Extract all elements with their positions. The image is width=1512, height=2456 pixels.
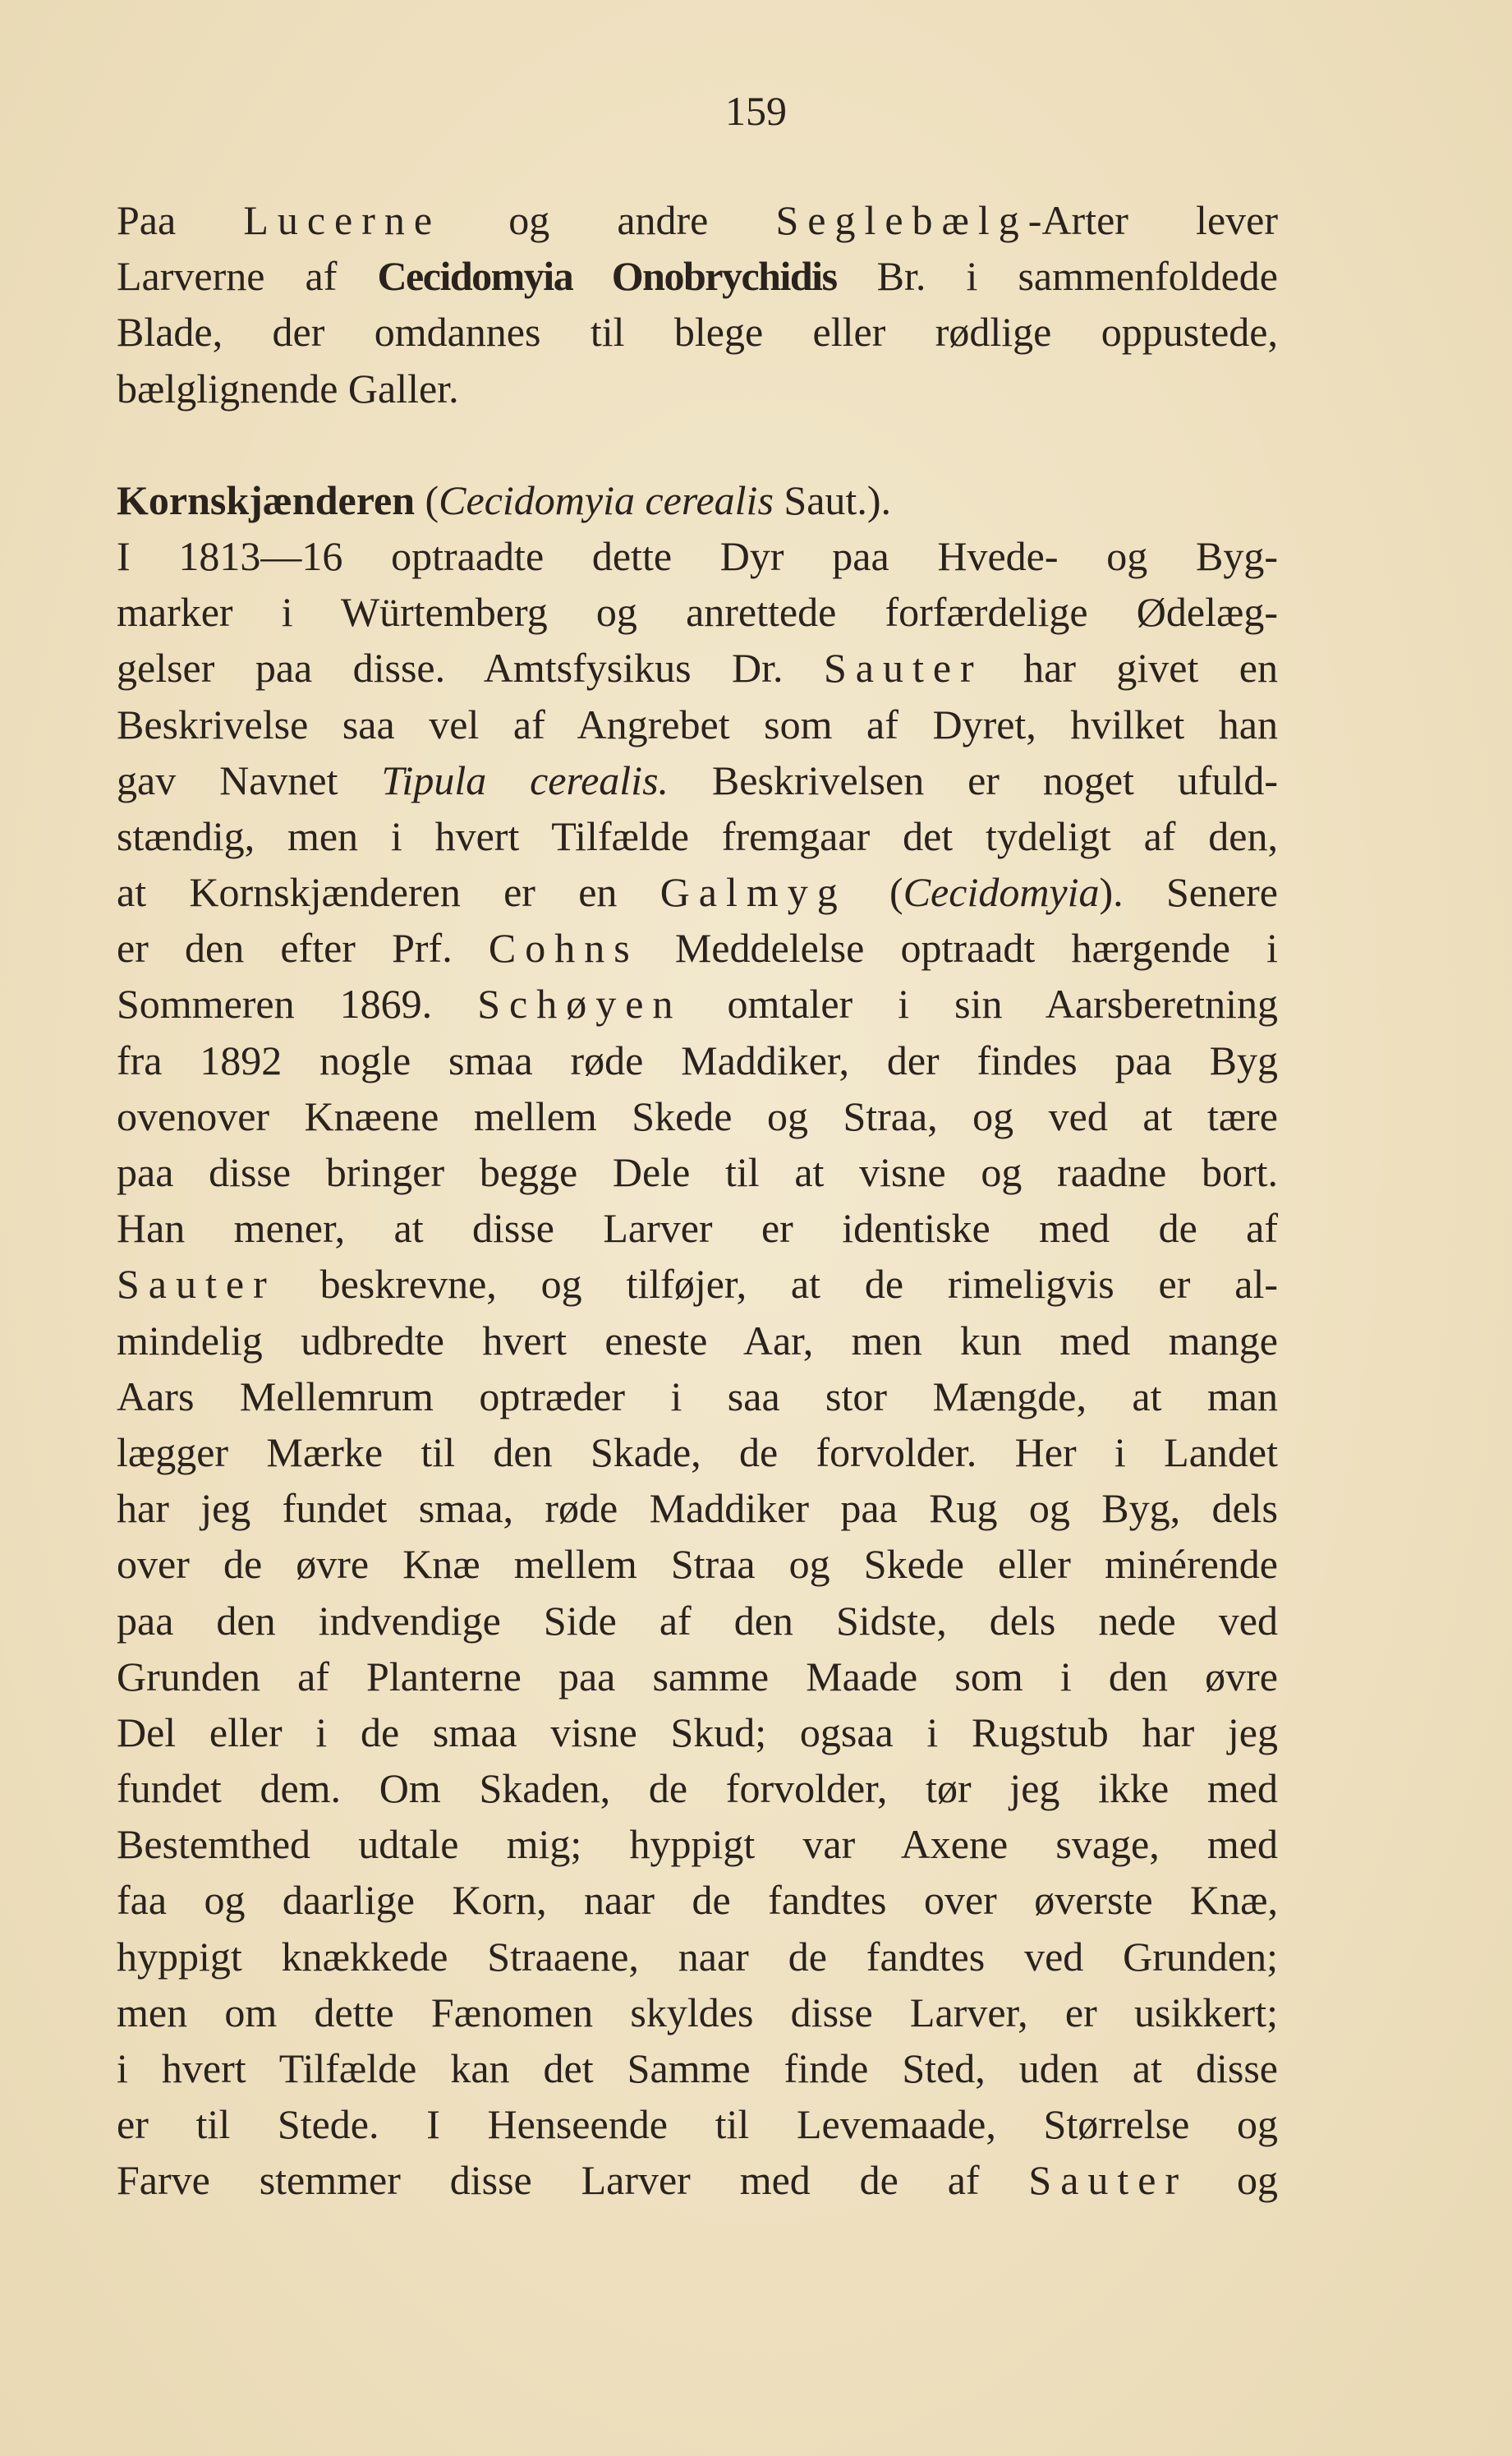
text-line: fra 1892 nogle smaa røde Maddiker, der findes paa Byg [117, 1037, 1278, 1083]
text-line: paa den indvendige Side af den Sidste, dels nede ved [117, 1597, 1278, 1644]
author-name: Sauter [1028, 2157, 1188, 2204]
text-line: men om dette Fænomen skyldes disse Larver, er usikkert; [117, 1989, 1278, 2035]
text-line: I 1813—16 optraadte dette Dyr paa Hvede- og Byg- [117, 532, 1278, 579]
text-line: Aars Mellemrum optræder i saa stor Mængde, at man [117, 1373, 1278, 1419]
spaced-term: Seglebælg [775, 197, 1028, 243]
text-line: er den efter Prf. Cohns Meddelelse optraadt hærgende i [117, 925, 1278, 972]
section-heading: Kornskjænderen (Cecidomyia cerealis Saut.). [117, 476, 891, 523]
text-line: ovenover Knæene mellem Skede og Straa, og ved at tære [117, 1092, 1278, 1139]
page-number: 159 [725, 88, 787, 134]
text-line: er til Stede. I Henseende til Levemaade, Størrelse og [117, 2101, 1278, 2148]
page-text [117, 192, 1278, 2209]
text-line: paa disse bringer begge Dele til at visne og raadne bort. [117, 1149, 1278, 1195]
text-line: Beskrivelse saa vel af Angrebet som af Dyret, hvilket han [117, 701, 1278, 747]
text-line: gav Navnet Tipula cerealis. Beskrivelsen er noget ufuld- [117, 757, 1278, 803]
text-line: Han mener, at disse Larver er identiske med de af [117, 1205, 1278, 1252]
text-line: hyppigt knækkede Straaene, naar de fandtes ved Grunden; [117, 1933, 1278, 1980]
text-line: mindelig udbredte hvert eneste Aar, men kun med mange [117, 1317, 1278, 1364]
text-line: bælglignende Galler. [117, 365, 459, 412]
text-line: Larverne af Cecidomyia Onobrychidis Br. i sammenfoldede [117, 253, 1278, 300]
heading-latin-name: Cecidomyia cerealis [439, 476, 774, 523]
author-name: Sauter [117, 1261, 276, 1308]
author-name: Schøyen [477, 981, 682, 1028]
text-line: Paa Lucerne og andre Seglebælg-Arter lever [117, 197, 1278, 243]
text-line: stændig, men i hvert Tilfælde fremgaar det tydeligt af den, [117, 812, 1278, 859]
text-line: marker i Würtemberg og anrettede forfærdelige Ødelæg- [117, 589, 1278, 636]
text-line: Bestemthed udtale mig; hyppigt var Axene svage, med [117, 1821, 1278, 1868]
text-line: Farve stemmer disse Larver med de af Sauter og [117, 2157, 1278, 2204]
author-name: Cohns [488, 925, 639, 972]
latin-name: Tipula cerealis. [381, 757, 669, 803]
author-name: Sauter [823, 645, 983, 692]
spaced-term: Galmyg [659, 869, 847, 916]
text-line: Grunden af Planterne paa samme Maade som i den øvre [117, 1653, 1278, 1699]
paragraph-gap [117, 416, 1278, 472]
text-line: i hvert Tilfælde kan det Samme finde Sted, uden at disse [117, 2045, 1278, 2091]
text-line: faa og daarlige Korn, naar de fandtes over øverste Knæ, [117, 1877, 1278, 1924]
spaced-term: Lucerne [243, 197, 442, 243]
paragraph-kornskjaenderen [117, 528, 1278, 2209]
text-line: Sommeren 1869. Schøyen omtaler i sin Aarsberetning [117, 981, 1278, 1028]
text-line: over de øvre Knæ mellem Straa og Skede eller minérende [117, 1541, 1278, 1588]
text-line: Del eller i de smaa visne Skud; ogsaa i Rugstub har jeg [117, 1709, 1278, 1755]
species-name: Cecidomyia Onobrychidis [377, 253, 837, 300]
text-line: Sauter beskrevne, og tilføjer, at de rimeligvis er al- [117, 1261, 1278, 1308]
text-line: fundet dem. Om Skaden, de forvolder, tør jeg ikke med [117, 1765, 1278, 1812]
paragraph-lucerne [117, 192, 1278, 416]
text-line: Blade, der omdannes til blege eller rødlige oppustede, [117, 309, 1278, 356]
text-line: gelser paa disse. Amtsfysikus Dr. Sauter har givet en [117, 645, 1278, 692]
latin-name: Cecidomyia [903, 869, 1100, 916]
text-line: at Kornskjænderen er en Galmyg (Cecidomyia). Senere [117, 869, 1278, 916]
heading-title: Kornskjænderen [117, 476, 416, 523]
text-line: lægger Mærke til den Skade, de forvolder. Her i Landet [117, 1428, 1278, 1475]
text-line: har jeg fundet smaa, røde Maddiker paa Rug og Byg, dels [117, 1485, 1278, 1532]
